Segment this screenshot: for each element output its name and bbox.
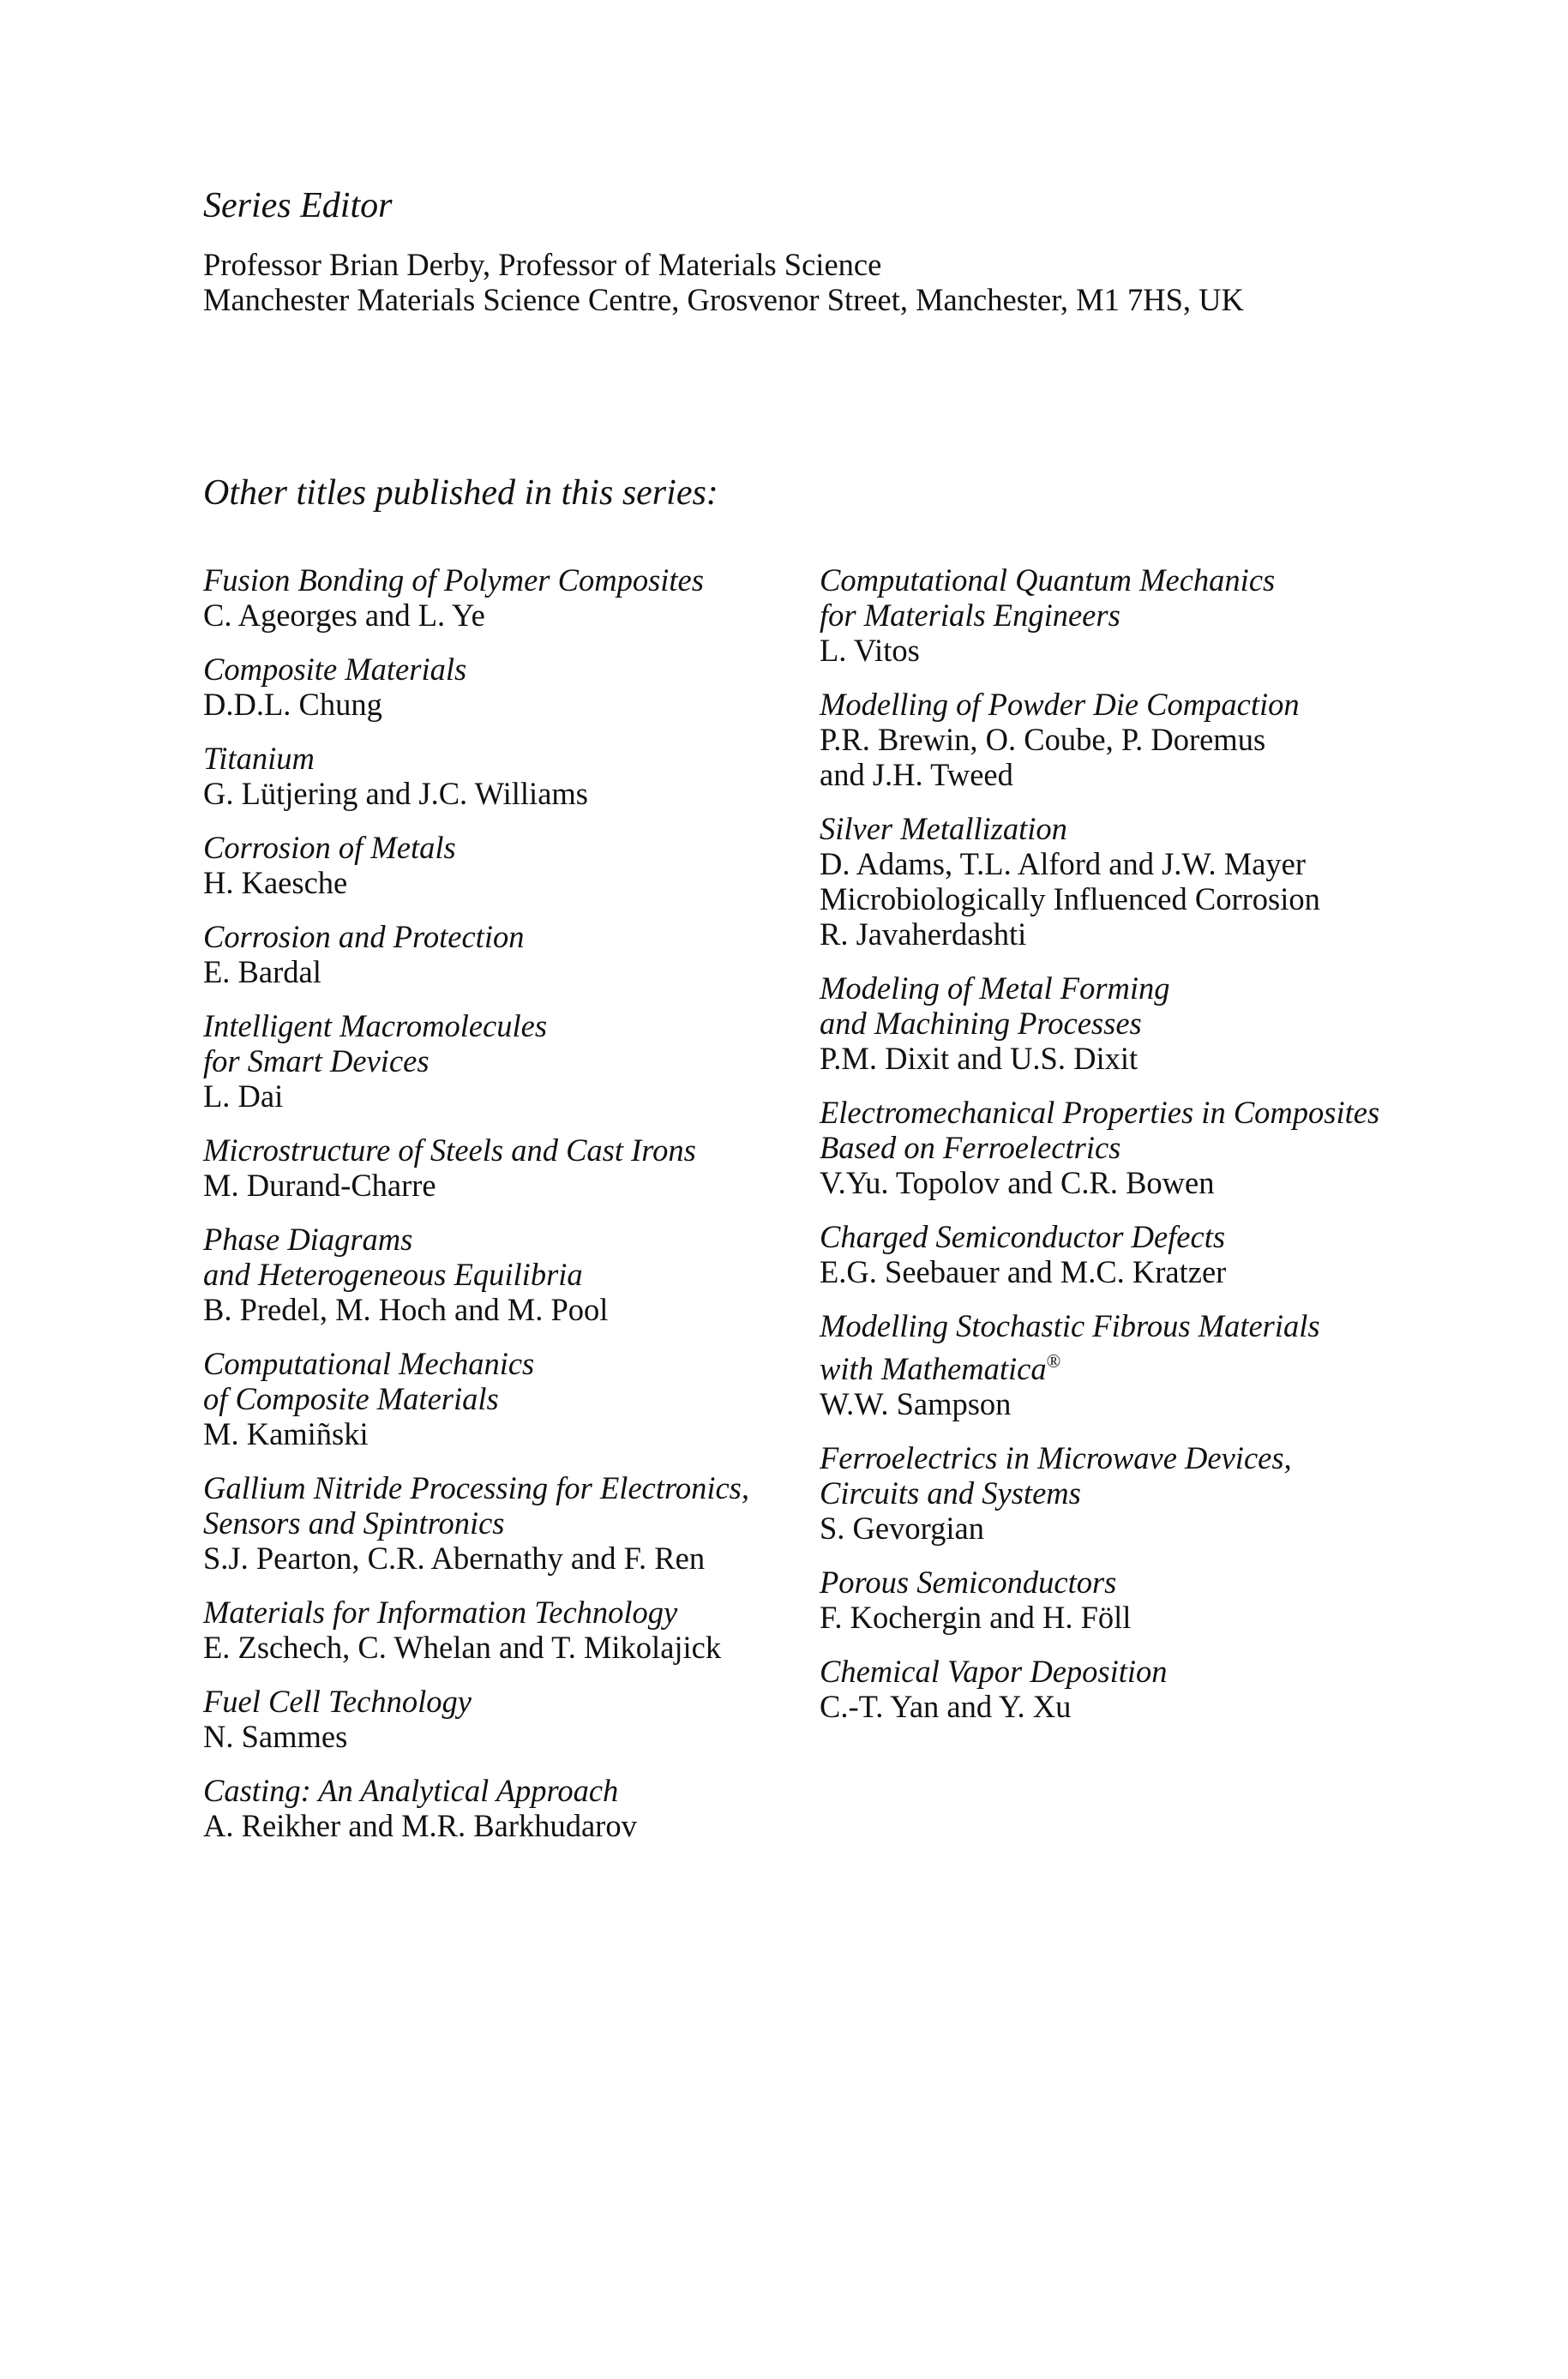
series-title-entry [820,1440,1540,1546]
series-editor-heading: Series Editor [203,186,393,225]
book-authors-line: C. Ageorges and L. Ye [203,598,485,633]
series-title-entry [203,562,803,633]
titles-column-right [820,562,1540,1743]
series-editor-address-line: Manchester Materials Science Centre, Grosvenor Street, Manchester, M1 7HS, UK [203,282,1244,317]
book-authors-line: and J.H. Tweed [820,757,1013,792]
registered-mark: ® [1046,1350,1061,1372]
series-title-entry [820,1308,1540,1421]
book-title-line: Computational Quantum Mechanics [820,562,1276,598]
book-authors-line: V.Yu. Topolov and C.R. Bowen [820,1165,1215,1200]
book-title-line: Composite Materials [203,652,467,687]
book-title-line: Modelling Stochastic Fibrous Materials [820,1308,1320,1343]
series-title-entry [203,652,803,722]
book-authors-line: G. Lütjering and J.C. Williams [203,776,588,811]
series-title-entry [820,562,1540,668]
book-authors-line: D. Adams, T.L. Alford and J.W. Mayer [820,846,1307,881]
book-title-line: Sensors and Spintronics [203,1505,505,1541]
series-editor-name-line: Professor Brian Derby, Professor of Materials Science [203,247,882,282]
book-authors-line: E. Zschech, C. Whelan and T. Mikolajick [203,1630,722,1665]
book-title-line: of Composite Materials [203,1381,499,1416]
book-authors-line: W.W. Sampson [820,1386,1012,1422]
series-title-entry [203,1595,803,1665]
book-title-line: Electromechanical Properties in Composites [820,1095,1380,1130]
series-title-entry [820,970,1540,1076]
book-title-line: Phase Diagrams [203,1222,413,1257]
series-editor-details [203,247,1244,317]
book-title-line: Silver Metallization [820,811,1067,846]
series-title-entry [820,1565,1540,1635]
book-title-line: Casting: An Analytical Approach [203,1773,619,1808]
book-authors-line: E. Bardal [203,954,321,989]
book-title-line: for Materials Engineers [820,598,1120,633]
book-title-line: Fusion Bonding of Polymer Composites [203,562,704,598]
book-title-line: and Machining Processes [820,1006,1142,1041]
series-title-entry [820,1095,1540,1200]
series-title-entry [203,830,803,900]
book-authors-line: A. Reikher and M.R. Barkhudarov [203,1808,637,1843]
book-authors-line: N. Sammes [203,1719,348,1754]
book-authors-line: S. Gevorgian [820,1511,984,1547]
series-title-entry [820,1654,1540,1724]
book-title-line: Materials for Information Technology [203,1595,678,1630]
book-title-line: Circuits and Systems [820,1475,1081,1511]
book-title-line: Modeling of Metal Forming [820,970,1170,1006]
book-authors-line: S.J. Pearton, C.R. Abernathy and F. Ren [203,1541,706,1576]
book-authors-line: D.D.L. Chung [203,687,382,722]
book-authors-line: M. Durand-Charre [203,1168,436,1203]
book-authors-line: M. Kamiñski [203,1416,369,1451]
book-title-line: for Smart Devices [203,1043,430,1078]
book-title-line: Computational Mechanics [203,1346,535,1381]
book-title-line: Microstructure of Steels and Cast Irons [203,1132,696,1168]
book-title-line: Corrosion and Protection [203,919,525,954]
series-title-entry [203,1773,803,1843]
series-title-entry [203,1470,803,1576]
book-authors-line: L. Dai [203,1078,284,1114]
book-title-line: and Heterogeneous Equilibria [203,1257,583,1292]
series-title-entry [203,919,803,989]
book-authors-line: C.-T. Yan and Y. Xu [820,1689,1072,1725]
book-title-line: Modelling of Powder Die Compaction [820,687,1300,722]
book-title-line: Gallium Nitride Processing for Electronics, [203,1470,750,1505]
book-authors-line: H. Kaesche [203,865,348,900]
book-title-line: Based on Ferroelectrics [820,1130,1121,1165]
book-title-line: Intelligent Macromolecules [203,1008,548,1043]
series-title-entry [203,1008,803,1114]
book-title-line: Corrosion of Metals [203,830,456,865]
book-authors-line: P.M. Dixit and U.S. Dixit [820,1041,1138,1076]
book-authors-line: F. Kochergin and H. Föll [820,1600,1132,1636]
series-title-entry [203,1346,803,1451]
book-title-line: Porous Semiconductors [820,1565,1117,1601]
series-title-entry [203,1222,803,1327]
book-authors-line: B. Predel, M. Hoch and M. Pool [203,1292,609,1327]
series-title-entry [203,1132,803,1203]
series-title-entry [203,741,803,811]
book-title-line: Fuel Cell Technology [203,1684,472,1719]
series-title-entry [203,1684,803,1754]
book-authors-line: P.R. Brewin, O. Coube, P. Doremus [820,722,1266,757]
book-authors-line: L. Vitos [820,633,920,668]
book-title-line: Ferroelectrics in Microwave Devices, [820,1440,1292,1476]
titles-column-left [203,562,803,1862]
series-title-entry [820,687,1540,792]
book-authors-line: R. Javaherdashti [820,916,1027,952]
book-authors-line: E.G. Seebauer and M.C. Kratzer [820,1254,1227,1289]
book-title-line: with Mathematica® [820,1350,1061,1387]
series-title-entry [820,1219,1540,1289]
series-title-entry [820,811,1540,952]
book-title-line: Charged Semiconductor Defects [820,1219,1226,1254]
other-titles-heading: Other titles published in this series: [203,473,718,513]
book-authors-line: Microbiologically Influenced Corrosion [820,881,1320,916]
book-title-line: Chemical Vapor Deposition [820,1654,1168,1690]
book-title-line: Titanium [203,741,315,776]
